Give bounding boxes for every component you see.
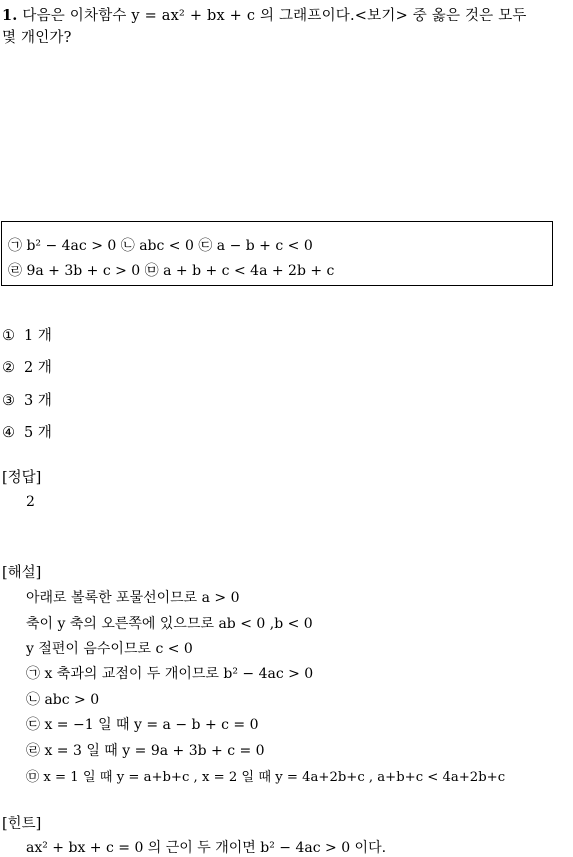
explanation-line-7: ㉣ x = 3 일 때 y = 9a + 3b + c = 0 bbox=[26, 743, 265, 759]
answer-heading: [정답] bbox=[2, 470, 42, 486]
choice-3-mark: ③ bbox=[2, 393, 15, 409]
choice-2-label: 2 개 bbox=[24, 360, 52, 376]
choice-1-mark: ① bbox=[2, 328, 15, 344]
choice-4[interactable] bbox=[2, 421, 52, 442]
choice-3-label: 3 개 bbox=[24, 393, 52, 409]
question-text-1: 다음은 이차함수 y = ax² + bx + c 의 그래프이다.<보기> 중 옳은 것은 모두 bbox=[22, 8, 527, 24]
explanation-line-6: ㉢ x = −1 일 때 y = a − b + c = 0 bbox=[26, 717, 259, 733]
choice-2[interactable] bbox=[2, 356, 52, 377]
explanation-line-2: 축이 y 축의 오른쪽에 있으므로 ab < 0 ,b < 0 bbox=[26, 616, 313, 632]
choice-1[interactable] bbox=[2, 324, 52, 345]
explanation-line-8: ㉤ x = 1 일 때 y = a+b+c , x = 2 일 때 y = 4a+2b+c , a+b+c < 4a+2b+c bbox=[26, 770, 506, 785]
question-line-2: 몇 개인가? bbox=[2, 30, 72, 46]
choice-4-label: 5 개 bbox=[24, 425, 52, 441]
explanation-line-4: ㉠ x 축과의 교점이 두 개이므로 b² − 4ac > 0 bbox=[26, 666, 314, 682]
question-line-1 bbox=[2, 4, 527, 25]
bogi-box bbox=[1, 221, 553, 286]
hint-heading: [힌트] bbox=[2, 816, 42, 832]
explanation-line-3: y 절편이 음수이므로 c < 0 bbox=[26, 641, 193, 657]
explanation-heading: [해설] bbox=[2, 565, 42, 581]
choice-4-mark: ④ bbox=[2, 425, 15, 441]
question-number: 1. bbox=[2, 7, 18, 24]
choice-1-label: 1 개 bbox=[24, 328, 52, 344]
bogi-line-1: ㉠ b² − 4ac > 0 ㉡ abc < 0 ㉢ a − b + c < 0 bbox=[8, 238, 313, 254]
choice-2-mark: ② bbox=[2, 360, 15, 376]
bogi-line-2: ㉣ 9a + 3b + c > 0 ㉤ a + b + c < 4a + 2b + c bbox=[8, 263, 335, 279]
graph-area bbox=[2, 50, 552, 215]
choice-3[interactable] bbox=[2, 389, 52, 410]
explanation-line-5: ㉡ abc > 0 bbox=[26, 692, 100, 708]
explanation-line-1: 아래로 볼록한 포물선이므로 a > 0 bbox=[26, 590, 240, 606]
hint-line: ax² + bx + c = 0 의 근이 두 개이면 b² − 4ac > 0 이다. bbox=[26, 840, 387, 856]
answer-value: 2 bbox=[26, 494, 35, 510]
